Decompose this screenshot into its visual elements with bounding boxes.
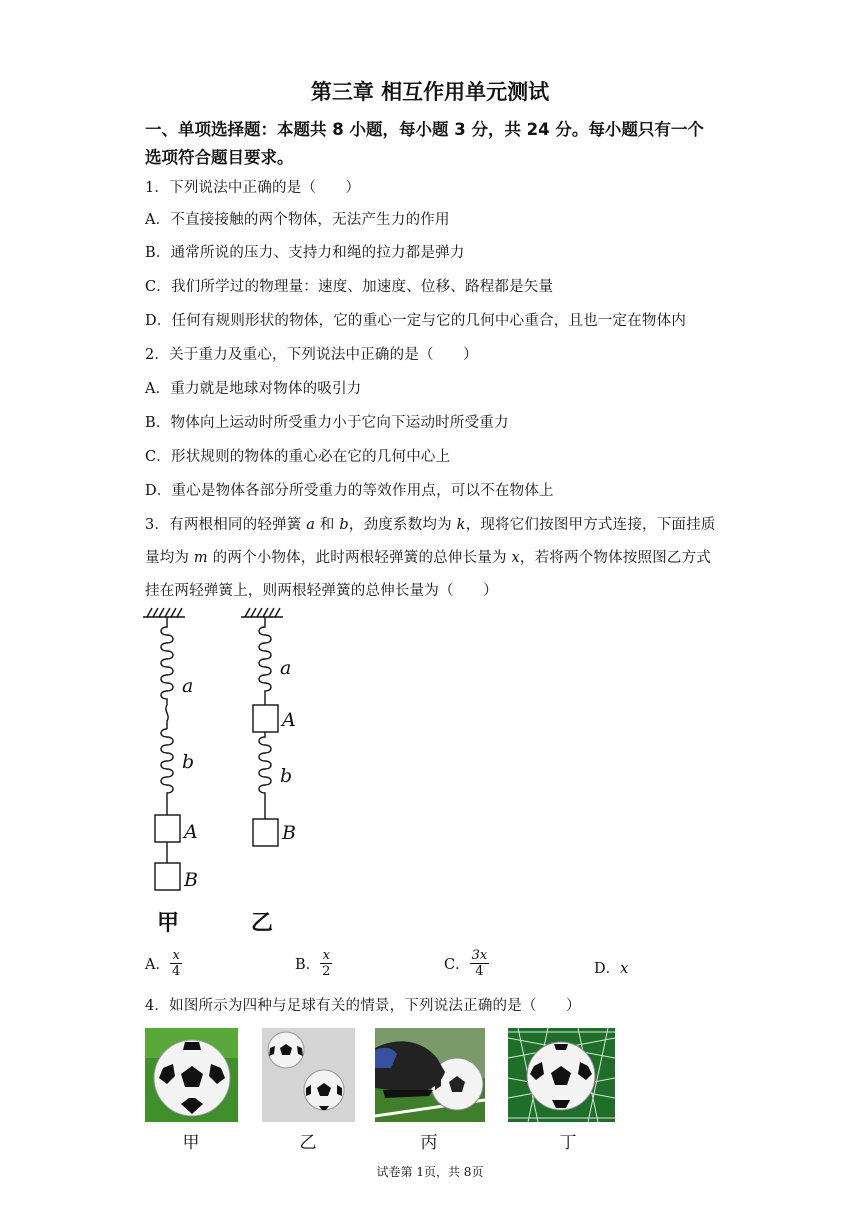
caption-yi: 乙	[251, 911, 274, 936]
q4-caption-bing: 丙	[420, 1133, 438, 1153]
q1-option-d: D．任何有规则形状的物体，它的重心一定与它的几何中心重合，且也一定在物体内	[145, 313, 687, 329]
jia-label-a: a	[182, 675, 194, 697]
q3-stem-line2: 量均为 m 的两个小物体，此时两根轻弹簧的总伸长量为 x，若将两个物体按照图乙方式	[145, 550, 711, 566]
q3-option-a: A． $\frac{x}{4}$	[145, 948, 181, 979]
q4-caption-jia: 甲	[182, 1133, 200, 1153]
yi-label-block-b: B	[282, 822, 296, 844]
spring-figure	[135, 605, 315, 937]
q2-option-a: A．重力就是地球对物体的吸引力	[145, 381, 362, 397]
q2-option-c: C．形状规则的物体的重心必在它的几何中心上	[145, 449, 451, 465]
q4-caption-yi: 乙	[299, 1133, 317, 1153]
q2-option-b: B．物体向上运动时所受重力小于它向下运动时所受重力	[145, 415, 509, 431]
q3-stem-line1: 3．有两根相同的轻弹簧 a 和 b，劲度系数均为 k，现将它们按图甲方式连接，下面挂质	[145, 517, 716, 533]
yi-label-b: b	[280, 765, 293, 787]
q1-option-c: C．我们所学过的物理量：速度、加速度、位移、路程都是矢量	[145, 279, 554, 295]
q4-caption-ding: 丁	[559, 1133, 577, 1153]
jia-label-b: b	[182, 751, 195, 773]
q1-stem: 1．下列说法中正确的是（ ）	[145, 180, 361, 196]
q4-stem: 4．如图所示为四种与足球有关的情景，下列说法正确的是（ ）	[145, 998, 581, 1014]
q3-stem-line3: 挂在两轻弹簧上，则两根轻弹簧的总伸长量为（ ）	[145, 583, 498, 599]
section-heading-line2: 选项符合题目要求。	[145, 148, 294, 167]
jia-label-block-a: A	[184, 821, 198, 843]
section-heading-line1: 一、单项选择题：本题共 8 小题，每小题 3 分，共 24 分。每小题只有一个	[145, 120, 704, 139]
q3-option-c: C． $\frac{3x}{4}$	[444, 948, 488, 979]
q2-stem: 2．关于重力及重心，下列说法中正确的是（ ）	[145, 347, 478, 363]
yi-label-block-a: A	[282, 709, 296, 731]
q3-option-b: B． $\frac{x}{2}$	[295, 948, 331, 979]
q2-option-d: D．重心是物体各部分所受重力的等效作用点，可以不在物体上	[145, 483, 554, 499]
yi-label-a: a	[280, 657, 292, 679]
page-footer: 试卷第 1页，共 8页	[376, 1165, 484, 1179]
q1-option-b: B．通常所说的压力、支持力和绳的拉力都是弹力	[145, 245, 465, 261]
soccer-photo-bing	[375, 1028, 485, 1122]
soccer-photo-ding	[508, 1028, 615, 1122]
jia-label-block-b: B	[184, 869, 198, 891]
soccer-photo-yi	[262, 1028, 355, 1122]
q3-option-d: D．x	[594, 961, 629, 977]
caption-jia: 甲	[157, 911, 180, 936]
q1-option-a: A．不直接接触的两个物体，无法产生力的作用	[145, 212, 450, 228]
soccer-photo-jia	[145, 1028, 238, 1122]
page-title: 第三章 相互作用单元测试	[310, 80, 550, 104]
